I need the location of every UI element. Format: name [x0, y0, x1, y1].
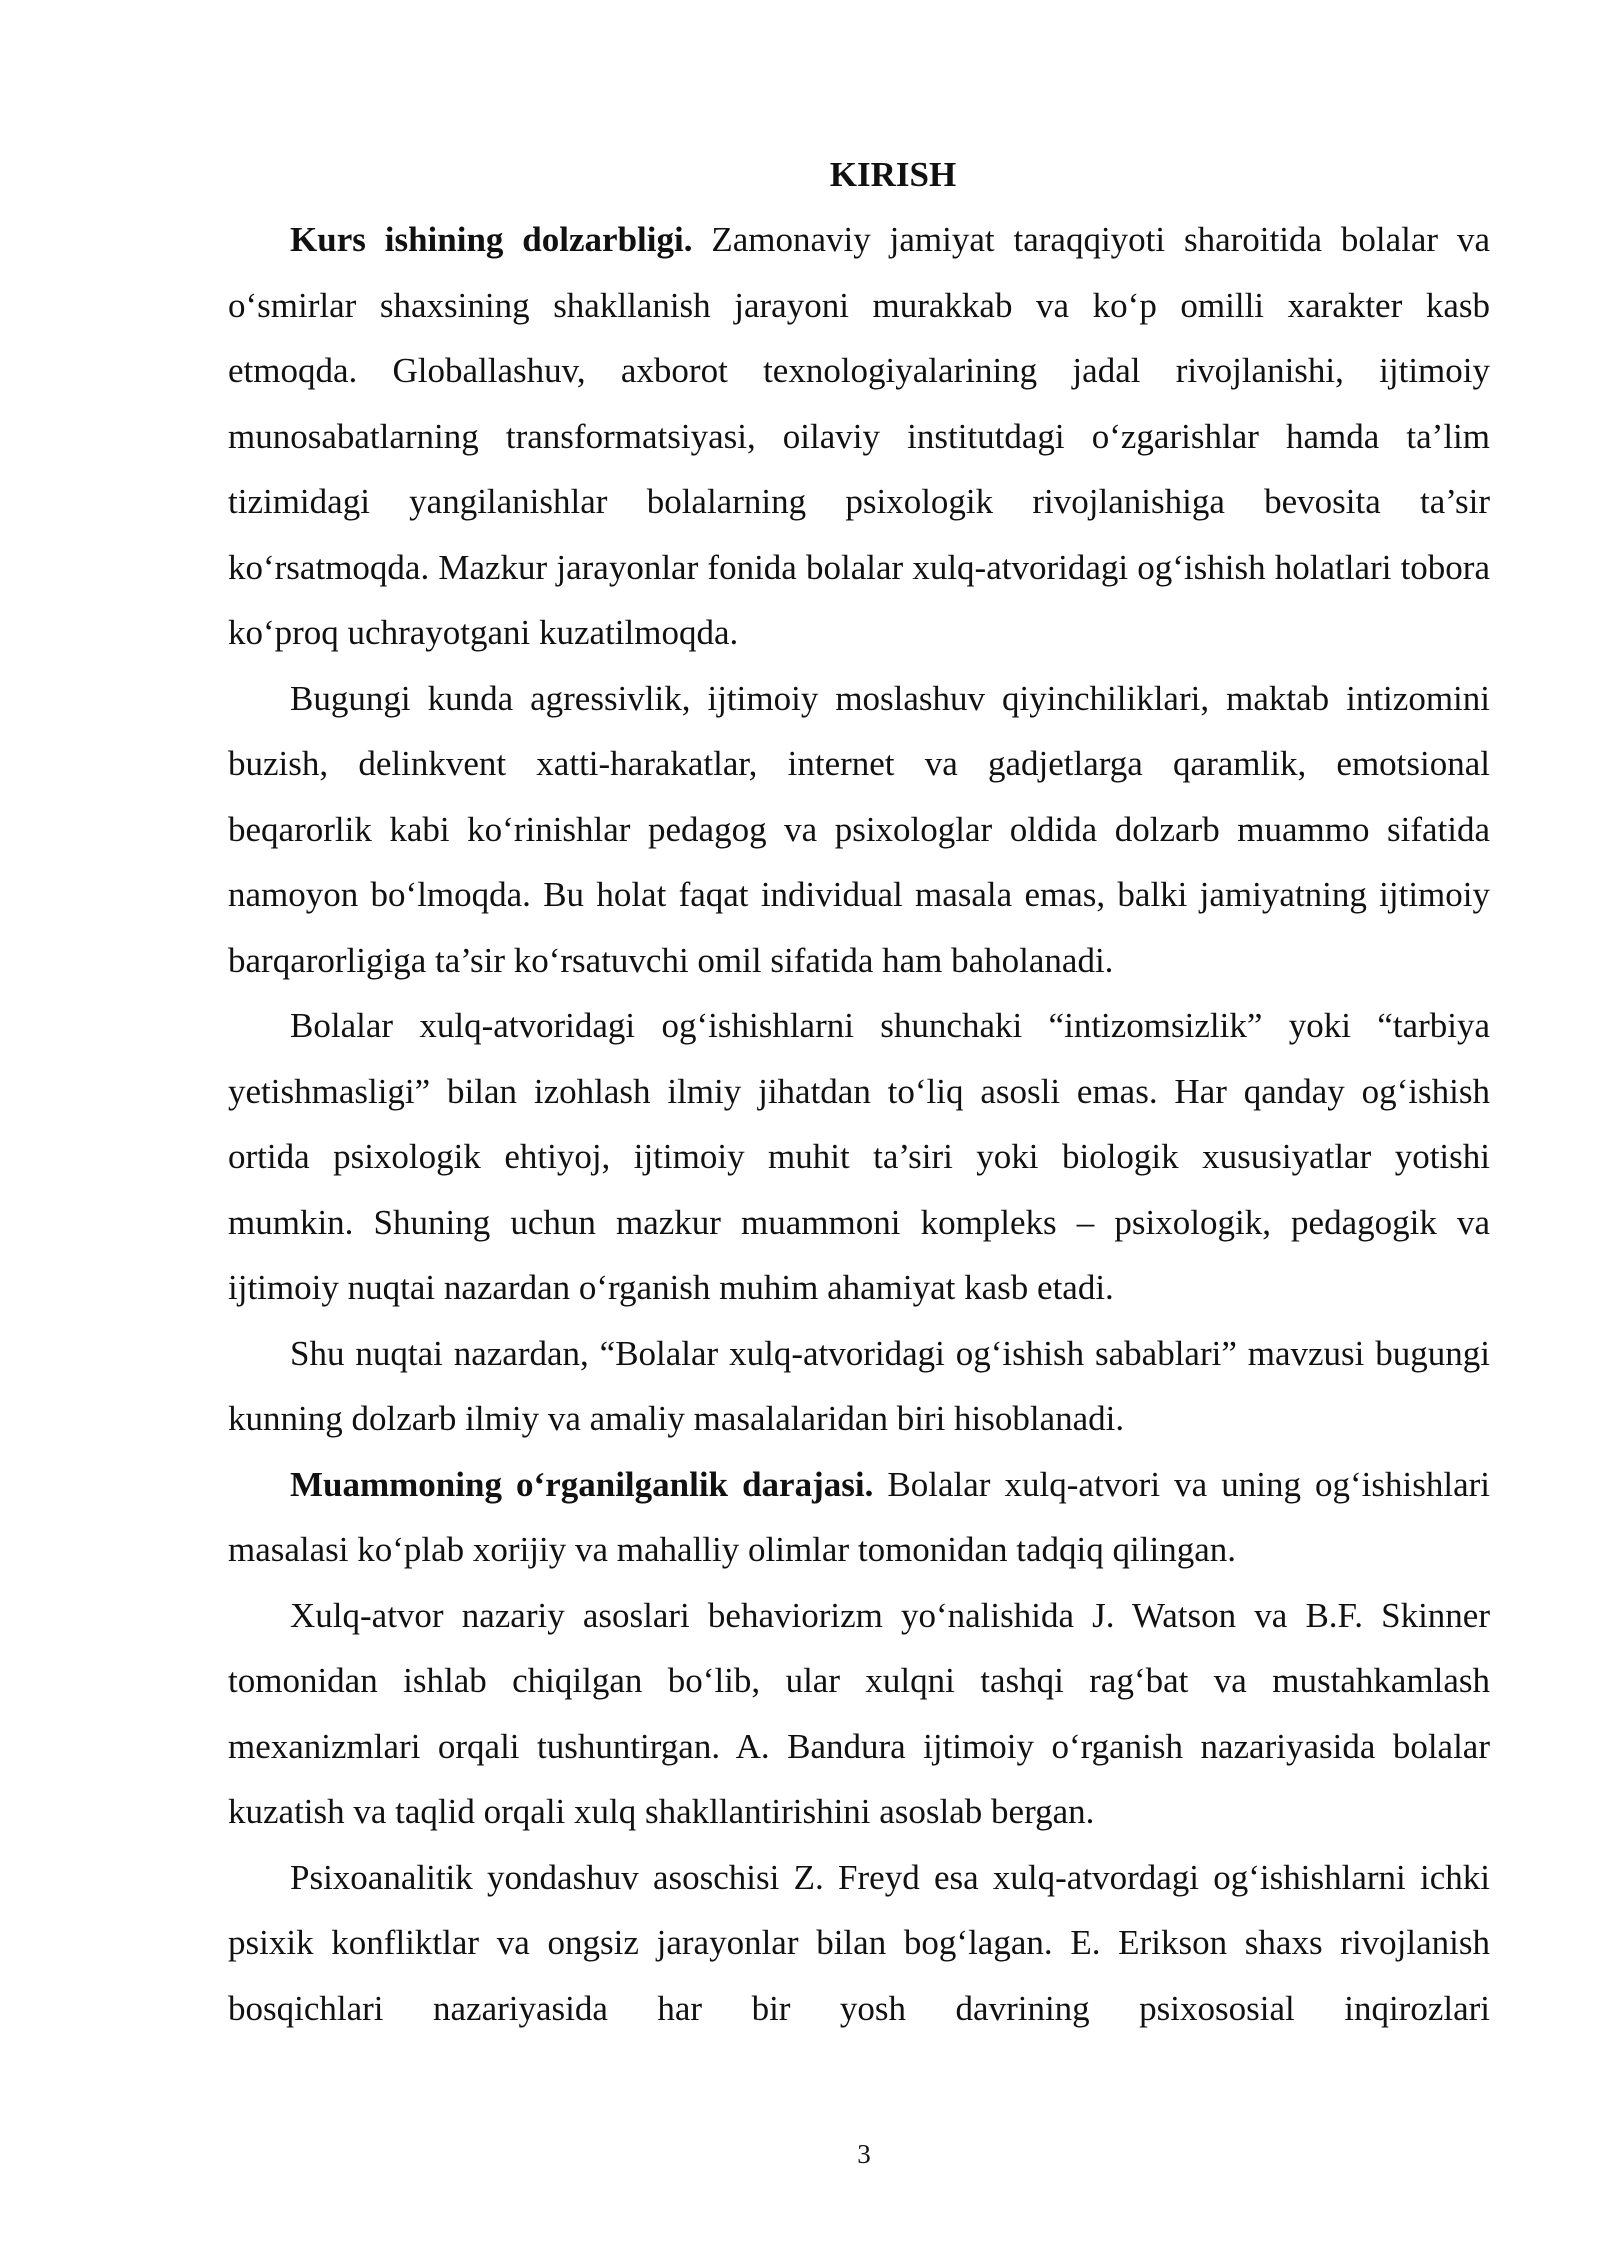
paragraph-lead-study-level: Muammoning o‘rganilganlik darajasi.: [290, 1464, 874, 1504]
paragraph-behaviorism: [228, 1583, 1490, 1845]
page-number: 3: [857, 2139, 871, 2169]
paragraph-current-issues: [228, 666, 1490, 994]
paragraph-text: Bolalar xulq-atvoridagi og‘ishishlarni shunchaki “intizomsizlik” yoki “tarbiya yetishmasligi” bilan izohlash ilmiy jihatdan to‘liq asosli emas. Har qanday og‘ishish ortida psixologik ehtiyoj, ijtimoiy muhit ta’siri yoki biologik xususiyatlar yotishi mumkin. Shuning uchun mazkur muammoni kompleks – psixologik, pedagogik va ijtimoiy nuqtai nazardan o‘rganish muhim ahamiyat kasb etadi.: [228, 1006, 1490, 1307]
paragraph-relevance: [228, 207, 1490, 666]
paragraph-text: Bolalar xulq-atvori va uning og‘ishishlari masalasi ko‘plab xorijiy va mahalliy olimlar tomonidan tadqiq qilingan.: [228, 1464, 1491, 1569]
paragraph-text: Psixoanalitik yondashuv asoschisi Z. Freyd esa xulq-atvordagi og‘ishishlarni ichki psixik konfliktlar va ongsiz jarayonlar bilan bog‘lagan. E. Erikson shaxs rivojlanish bosqichlari nazariyasida har bir yosh davrining psixososial inqirozlari: [228, 1857, 1490, 2028]
paragraph-psychoanalysis: [228, 1845, 1490, 2042]
paragraph-explanation: [228, 993, 1490, 1321]
paragraph-study-level: [228, 1452, 1490, 1583]
paragraph-text: Xulq-atvor nazariy asoslari behaviorizm yo‘nalishida J. Watson va B.F. Skinner tomonidan ishlab chiqilgan bo‘lib, ular xulqni tashqi rag‘bat va mustahkamlash mexanizmlari orqali tushuntirgan. A. Bandura ijtimoiy o‘rganish nazariyasida bolalar kuzatish va taqlid orqali xulq shakllantirishini asoslab bergan.: [228, 1595, 1490, 1831]
paragraph-text: Bugungi kunda agressivlik, ijtimoiy moslashuv qiyinchiliklari, maktab intizomini buzish, delinkvent xatti-harakatlar, internet va gadjetlarga qaramlik, emotsional beqarorlik kabi ko‘rinishlar pedagog va psixologlar oldida dolzarb muammo sifatida namoyon bo‘lmoqda. Bu holat faqat individual masala emas, balki jamiyatning ijtimoiy barqarorligiga ta’sir ko‘rsatuvchi omil sifatida ham baholanadi.: [228, 678, 1490, 980]
body-text: [228, 207, 1490, 2041]
paragraph-lead-relevance: Kurs ishining dolzarbligi.: [290, 220, 693, 259]
section-title: KIRISH: [829, 155, 957, 194]
paragraph-text: Zamonaviy jamiyat taraqqiyoti sharoitida bolalar va o‘smirlar shaxsining shakllanish jarayoni murakkab va ko‘p omilli xarakter kasb etmoqda. Globallashuv, axborot texnologiyalarining jadal rivojlanishi, ijtimoiy munosabatlarning transformatsiyasi, oilaviy institutdagi o‘zgarishlar hamda ta’lim tizimidagi yangilanishlar bolalarning psixologik rivojlanishiga bevosita ta’sir ko‘rsatmoqda. Mazkur jarayonlar fonida bolalar xulq-atvoridagi og‘ishish holatlari tobora ko‘proq uchrayotgani kuzatilmoqda.: [228, 220, 1490, 652]
paragraph-topic-relevance: [228, 1321, 1490, 1452]
paragraph-text: Shu nuqtai nazardan, “Bolalar xulq-atvoridagi og‘ishish sabablari” mavzusi bugungi kunning dolzarb ilmiy va amaliy masalalaridan biri hisoblanadi.: [228, 1333, 1490, 1438]
